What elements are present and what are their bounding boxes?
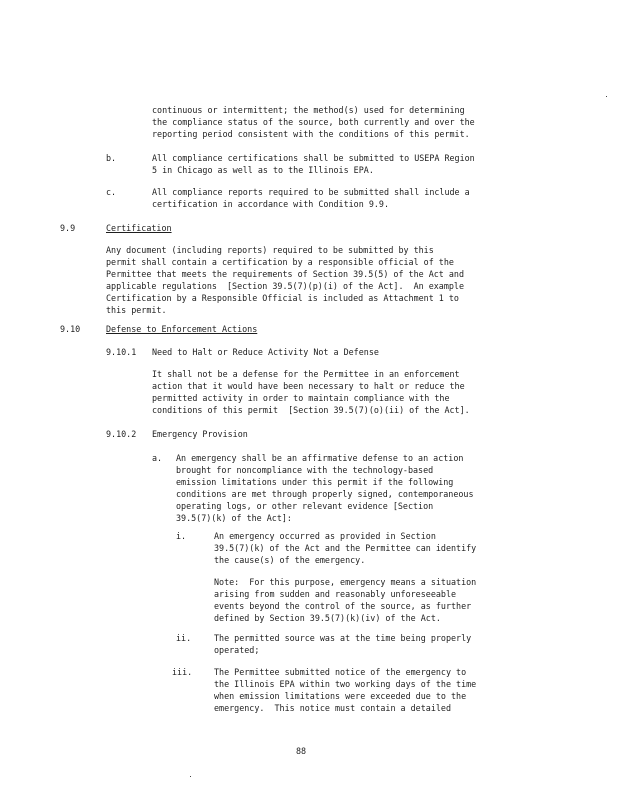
item-a-line: conditions are met through properly signed, contemporaneous [176,489,474,499]
section-9-10-title: Defense to Enforcement Actions [106,324,258,334]
item-iii-label: iii. [172,667,193,677]
section-9-10-1-line: action that it would have been necessary to halt or reduce the [152,381,465,391]
note-line: defined by Section 39.5(7)(k)(iv) of the Act. [214,613,441,623]
item-a-line: An emergency shall be an affirmative defense to an action [176,453,464,463]
scan-speck [606,96,607,97]
section-9-10-1-line: It shall not be a defense for the Permittee in an enforcement [152,369,460,379]
page-number: 88 [296,746,307,756]
item-i-label: i. [176,531,187,541]
section-9-9-line: Certification by a Responsible Official is included as Attachment 1 to [106,293,459,303]
item-ii-label: ii. [176,633,192,643]
section-9-9-line: applicable regulations [Section 39.5(7)(p)(i) of the Act]. An example [106,281,464,291]
item-i-line: the cause(s) of the emergency. [214,555,366,565]
note-line: arising from sudden and reasonably unforeseeable [214,589,457,599]
section-9-9-line: this permit. [106,305,167,315]
item-a-line: emission limitations under this permit if the following [176,477,454,487]
section-9-10-1-title: Need to Halt or Reduce Activity Not a Defense [152,347,379,357]
item-iii-line: when emission limitations were exceeded due to the [214,691,467,701]
section-9-10-1-line: conditions of this permit [Section 39.5(7)(o)(ii) of the Act]. [152,405,470,415]
section-9-10-1-number: 9.10.1 [106,347,137,357]
section-9-10-number: 9.10 [60,324,81,334]
item-ii-line: operated; [214,645,260,655]
section-9-10-2-number: 9.10.2 [106,429,137,439]
section-9-9-line: Permittee that meets the requirements of Section 39.5(5) of the Act and [106,269,464,279]
section-9-10-1-line: permitted activity in order to maintain compliance with the [152,393,450,403]
section-9-9-number: 9.9 [60,223,76,233]
scan-speck [190,776,191,777]
section-9-10-2-title: Emergency Provision [152,429,248,439]
item-a-line: 39.5(7)(k) of the Act]: [176,513,292,523]
section-9-9-line: permit shall contain a certification by a responsible official of the [106,257,454,267]
item-i-line: An emergency occurred as provided in Section [214,531,436,541]
item-c-line: All compliance reports required to be submitted shall include a [152,187,470,197]
section-9-9-line: Any document (including reports) required to be submitted by this [106,245,434,255]
item-iii-line: emergency. This notice must contain a detailed [214,703,451,713]
item-a-line: operating logs, or other relevant evidence [Section [176,501,434,511]
item-iii-line: The Permittee submitted notice of the emergency to [214,667,467,677]
item-b-label: b. [106,153,117,163]
item-b-line: 5 in Chicago as well as to the Illinois EPA. [152,165,374,175]
note-line: events beyond the control of the source, as further [214,601,472,611]
item-iii-line: the Illinois EPA within two working days of the time [214,679,477,689]
continuation-line: reporting period consistent with the conditions of this permit. [152,129,470,139]
item-c-label: c. [106,187,117,197]
item-b-line: All compliance certifications shall be submitted to USEPA Region [152,153,475,163]
note-line: Note: For this purpose, emergency means a situation [214,577,477,587]
item-c-line: certification in accordance with Condition 9.9. [152,199,389,209]
section-9-9-title: Certification [106,223,172,233]
item-i-line: 39.5(7)(k) of the Act and the Permittee can identify [214,543,477,553]
continuation-line: the compliance status of the source, both currently and over the [152,117,475,127]
item-a-line: brought for noncompliance with the technology-based [176,465,434,475]
item-a-label: a. [152,453,163,463]
continuation-line: continuous or intermittent; the method(s) used for determining [152,105,465,115]
item-ii-line: The permitted source was at the time being properly [214,633,472,643]
